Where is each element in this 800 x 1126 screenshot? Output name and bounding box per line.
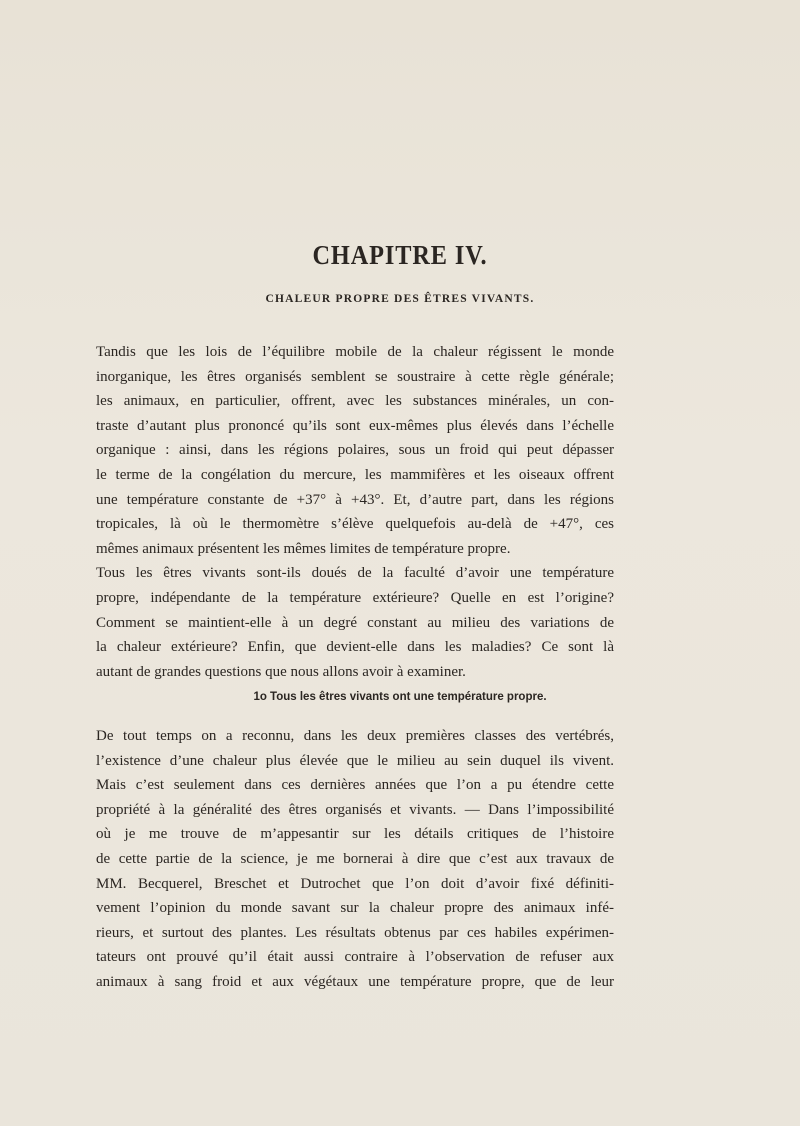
text-line: Mais c’est seulement dans ces dernières années que l’on a pu étendre cette (96, 777, 614, 794)
text-line: la chaleur extérieure? Enfin, que devient-elle dans les maladies? Ce sont là (96, 639, 614, 656)
text-line: inorganique, les êtres organisés semblent se soustraire à cette règle générale; (96, 368, 614, 385)
intro-text (96, 340, 614, 684)
text-line: autant de grandes questions que nous allons avoir à examiner. (96, 663, 466, 680)
text-line: mêmes animaux présentent les mêmes limites de température propre. (96, 540, 511, 557)
chapter-title: CHAPITRE IV. (312, 240, 488, 270)
section-heading: 1o Tous les êtres vivants ont une température propre. (253, 691, 547, 703)
text-line: Tandis que les lois de l’équilibre mobile de la chaleur régissent le monde (96, 344, 614, 360)
text-line: animaux à sang froid et aux végétaux une température propre, que de leur (96, 973, 614, 990)
text-line: le terme de la congélation du mercure, les mammifères et les oiseaux offrent (96, 466, 614, 483)
text-line: Tous les êtres vivants sont-ils doués de la faculté d’avoir une température (96, 565, 614, 582)
chapter-subtitle: CHALEUR PROPRE DES ÊTRES VIVANTS. (265, 293, 535, 305)
text-line: De tout temps on a reconnu, dans les deux premières classes des vertébrés, (96, 728, 614, 744)
section-text (96, 724, 614, 995)
text-line: traste d’autant plus prononcé qu’ils sont eux-mêmes plus élevés dans l’échelle (96, 417, 614, 434)
text-line: de cette partie de la science, je me bornerai à dire que c’est aux travaux de (96, 850, 614, 867)
text-line: propriété à la généralité des êtres organisés et vivants. — Dans l’impossibilité (96, 801, 614, 818)
text-line: organique : ainsi, dans les régions polaires, sous un froid qui peut dépasser (96, 442, 614, 459)
text-line: rieurs, et surtout des plantes. Les résultats obtenus par ces habiles expérimen- (96, 924, 614, 941)
text-line: Comment se maintient-elle à un degré constant au milieu des variations de (96, 614, 614, 631)
text-line: où je me trouve de m’appesantir sur les détails critiques de l’histoire (96, 826, 614, 843)
text-line: MM. Becquerel, Breschet et Dutrochet que l’on doit d’avoir fixé définiti- (96, 875, 614, 892)
text-line: tropicales, là où le thermomètre s’élève quelquefois au-delà de +47°, ces (96, 516, 614, 533)
text-line: les animaux, en particulier, offrent, avec les substances minérales, un con- (96, 393, 614, 410)
text-line: une température constante de +37° à +43°. Et, d’autre part, dans les régions (96, 491, 614, 508)
text-line: vement l’opinion du monde savant sur la chaleur propre des animaux infé- (96, 900, 614, 917)
text-line: l’existence d’une chaleur plus élevée que le milieu au sein duquel ils vivent. (96, 752, 614, 769)
text-line: propre, indépendante de la température extérieure? Quelle en est l’origine? (96, 589, 614, 606)
text-line: tateurs ont prouvé qu’il était aussi contraire à l’observation de refuser aux (96, 949, 614, 966)
